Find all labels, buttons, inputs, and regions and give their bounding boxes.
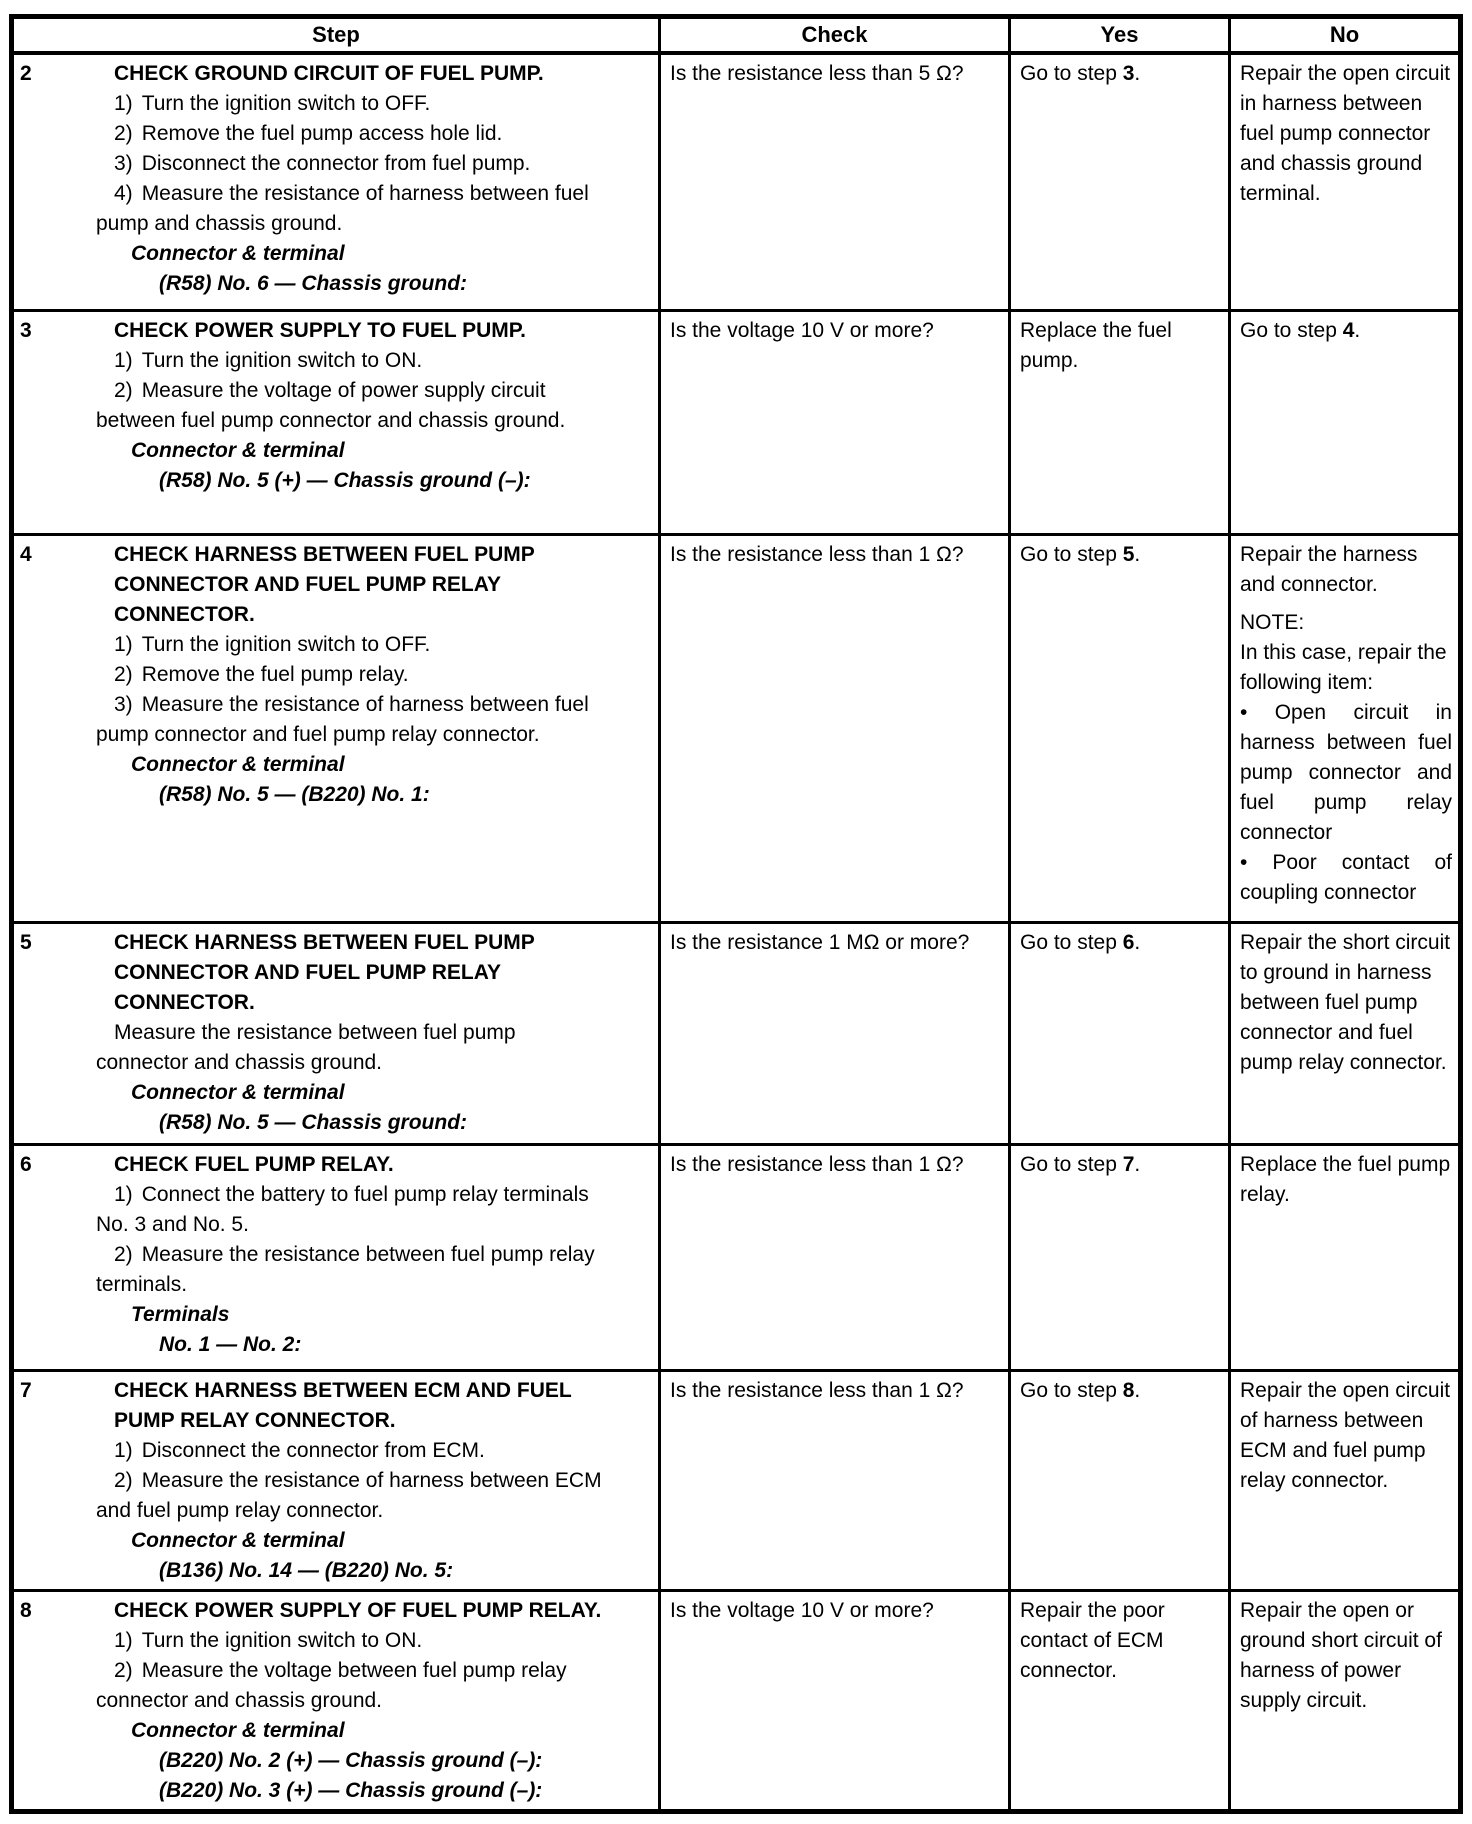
note-bullet: • Open circuit in harness between fuel pump connector and fuel pump relay connector	[1240, 701, 1452, 844]
no-cell	[1230, 1591, 1461, 1812]
check-question: Is the resistance less than 1 Ω?	[670, 543, 964, 566]
step-instruction: 2) Remove the fuel pump relay.	[114, 663, 409, 686]
step-body	[96, 540, 654, 810]
connector-terminal-label: Connector & terminal	[131, 439, 345, 462]
check-question: Is the resistance less than 1 Ω?	[670, 1379, 964, 1402]
step-title: CHECK POWER SUPPLY OF FUEL PUMP RELAY.	[114, 1599, 602, 1622]
connector-terminal-label: Connector & terminal	[131, 1081, 345, 1104]
step-title: CHECK HARNESS BETWEEN FUEL PUMP CONNECTOR AND FUEL PUMP RELAY CONNECTOR.	[114, 543, 535, 626]
no-action: Repair the open or ground short circuit of harness of power supply circuit.	[1240, 1599, 1442, 1712]
table-row	[12, 53, 1461, 311]
no-action: Replace the fuel pump relay.	[1240, 1153, 1451, 1206]
yes-action: Go to step 8.	[1020, 1379, 1141, 1402]
connector-terminal-label: Connector & terminal	[131, 1529, 345, 1552]
yes-action: Go to step 5.	[1020, 543, 1141, 566]
note-intro: In this case, repair the following item:	[1240, 641, 1447, 694]
yes-action: Go to step 7.	[1020, 1153, 1141, 1176]
check-cell	[660, 1145, 1010, 1371]
terminals-label: Terminals	[131, 1303, 230, 1326]
step-title: CHECK FUEL PUMP RELAY.	[114, 1153, 394, 1176]
step-body	[96, 928, 654, 1138]
check-cell	[660, 535, 1010, 923]
step-instruction: 1) Disconnect the connector from ECM.	[114, 1439, 485, 1462]
step-number: 4	[20, 543, 32, 566]
diagnostic-table	[9, 14, 1463, 1814]
yes-action: Go to step 6.	[1020, 931, 1141, 954]
step-instruction: 1) Turn the ignition switch to ON.	[114, 349, 423, 372]
no-action: Repair the harness and connector.	[1240, 543, 1418, 596]
header-row	[12, 17, 1461, 53]
yes-action: Repair the poor contact of ECM connector.	[1020, 1599, 1165, 1682]
yes-cell	[1010, 311, 1230, 535]
step-instruction: 2) Measure the resistance between fuel pump relay terminals.	[96, 1243, 595, 1296]
connector-terminal-value: (R58) No. 5 — Chassis ground:	[159, 1111, 468, 1134]
step-number: 6	[20, 1153, 32, 1176]
step-title: CHECK POWER SUPPLY TO FUEL PUMP.	[114, 319, 526, 342]
yes-action: Replace the fuel pump.	[1020, 319, 1172, 372]
connector-terminal-value: (R58) No. 5 (+) — Chassis ground (–):	[159, 469, 531, 492]
header-no: No	[1230, 17, 1461, 53]
check-question: Is the resistance less than 1 Ω?	[670, 1153, 964, 1176]
step-cell	[12, 1371, 660, 1591]
connector-terminal-label: Connector & terminal	[131, 1719, 345, 1742]
table-row	[12, 535, 1461, 923]
step-instruction: Measure the resistance between fuel pump connector and chassis ground.	[96, 1021, 516, 1074]
note-label: NOTE:	[1240, 611, 1305, 634]
diagnostic-procedure-page	[9, 14, 1458, 1814]
no-cell	[1230, 923, 1461, 1145]
connector-terminal-value: (B220) No. 2 (+) — Chassis ground (–):	[159, 1749, 543, 1772]
check-cell	[660, 53, 1010, 311]
table-row	[12, 1371, 1461, 1591]
step-instruction: 2) Measure the voltage of power supply circuit between fuel pump connector and chassis ground.	[96, 379, 566, 432]
check-cell	[660, 1591, 1010, 1812]
table-row	[12, 1591, 1461, 1812]
no-action: Repair the open circuit of harness between ECM and fuel pump relay connector.	[1240, 1379, 1451, 1492]
check-cell	[660, 1371, 1010, 1591]
step-number: 8	[20, 1599, 32, 1622]
step-cell	[12, 923, 660, 1145]
step-instruction: 3) Disconnect the connector from fuel pump.	[114, 151, 531, 175]
step-body	[96, 59, 654, 299]
connector-terminal-label: Connector & terminal	[131, 241, 345, 265]
connector-terminal-value: (R58) No. 6 — Chassis ground:	[159, 271, 468, 295]
step-instruction: 1) Turn the ignition switch to OFF.	[114, 633, 431, 656]
no-action: Repair the open circuit in harness between fuel pump connector and chassis ground terminal.	[1240, 61, 1451, 205]
yes-cell	[1010, 53, 1230, 311]
yes-cell	[1010, 1371, 1230, 1591]
terminals-value: No. 1 — No. 2:	[159, 1333, 302, 1356]
yes-cell	[1010, 923, 1230, 1145]
yes-cell	[1010, 535, 1230, 923]
no-cell	[1230, 1145, 1461, 1371]
step-title: CHECK GROUND CIRCUIT OF FUEL PUMP.	[114, 61, 544, 85]
check-question: Is the resistance 1 MΩ or more?	[670, 931, 970, 954]
step-title: CHECK HARNESS BETWEEN FUEL PUMP CONNECTOR AND FUEL PUMP RELAY CONNECTOR.	[114, 931, 535, 1014]
table-row	[12, 311, 1461, 535]
step-instruction: 2) Remove the fuel pump access hole lid.	[114, 121, 503, 145]
header-step: Step	[12, 17, 660, 53]
no-action: Go to step 4.	[1240, 319, 1361, 342]
step-number: 2	[20, 61, 32, 85]
step-instruction: 3) Measure the resistance of harness between fuel pump connector and fuel pump relay connector.	[96, 693, 589, 746]
step-cell	[12, 311, 660, 535]
check-question: Is the voltage 10 V or more?	[670, 1599, 934, 1622]
step-cell	[12, 53, 660, 311]
step-instruction: 2) Measure the voltage between fuel pump relay connector and chassis ground.	[96, 1659, 567, 1712]
step-instruction: 2) Measure the resistance of harness between ECM and fuel pump relay connector.	[96, 1469, 602, 1522]
step-cell	[12, 1145, 660, 1371]
no-cell	[1230, 311, 1461, 535]
check-cell	[660, 311, 1010, 535]
step-instruction: 1) Connect the battery to fuel pump relay terminals No. 3 and No. 5.	[96, 1183, 589, 1236]
step-cell	[12, 535, 660, 923]
step-body	[96, 1376, 654, 1586]
check-question: Is the resistance less than 5 Ω?	[670, 61, 964, 85]
no-cell	[1230, 1371, 1461, 1591]
yes-cell	[1010, 1591, 1230, 1812]
connector-terminal-value: (B220) No. 3 (+) — Chassis ground (–):	[159, 1779, 543, 1802]
step-number: 5	[20, 931, 32, 954]
step-instruction: 4) Measure the resistance of harness between fuel pump and chassis ground.	[96, 181, 589, 235]
note-bullet: • Poor contact of coupling connector	[1240, 851, 1452, 904]
no-cell	[1230, 53, 1461, 311]
step-number: 3	[20, 319, 32, 342]
connector-terminal-value: (R58) No. 5 — (B220) No. 1:	[159, 783, 430, 806]
no-action: Repair the short circuit to ground in harness between fuel pump connector and fuel pump relay connector.	[1240, 931, 1451, 1074]
yes-action: Go to step 3.	[1020, 61, 1141, 85]
step-instruction: 1) Turn the ignition switch to ON.	[114, 1629, 423, 1652]
step-instruction: 1) Turn the ignition switch to OFF.	[114, 91, 431, 115]
step-body	[96, 1150, 654, 1360]
step-body	[96, 1596, 654, 1806]
step-title: CHECK HARNESS BETWEEN ECM AND FUEL PUMP RELAY CONNECTOR.	[114, 1379, 572, 1432]
header-yes: Yes	[1010, 17, 1230, 53]
check-cell	[660, 923, 1010, 1145]
step-body	[96, 316, 654, 496]
table-row	[12, 1145, 1461, 1371]
step-number: 7	[20, 1379, 32, 1402]
step-cell	[12, 1591, 660, 1812]
header-check: Check	[660, 17, 1010, 53]
check-question: Is the voltage 10 V or more?	[670, 319, 934, 342]
table-row	[12, 923, 1461, 1145]
no-cell	[1230, 535, 1461, 923]
yes-cell	[1010, 1145, 1230, 1371]
connector-terminal-label: Connector & terminal	[131, 753, 345, 776]
connector-terminal-value: (B136) No. 14 — (B220) No. 5:	[159, 1559, 454, 1582]
